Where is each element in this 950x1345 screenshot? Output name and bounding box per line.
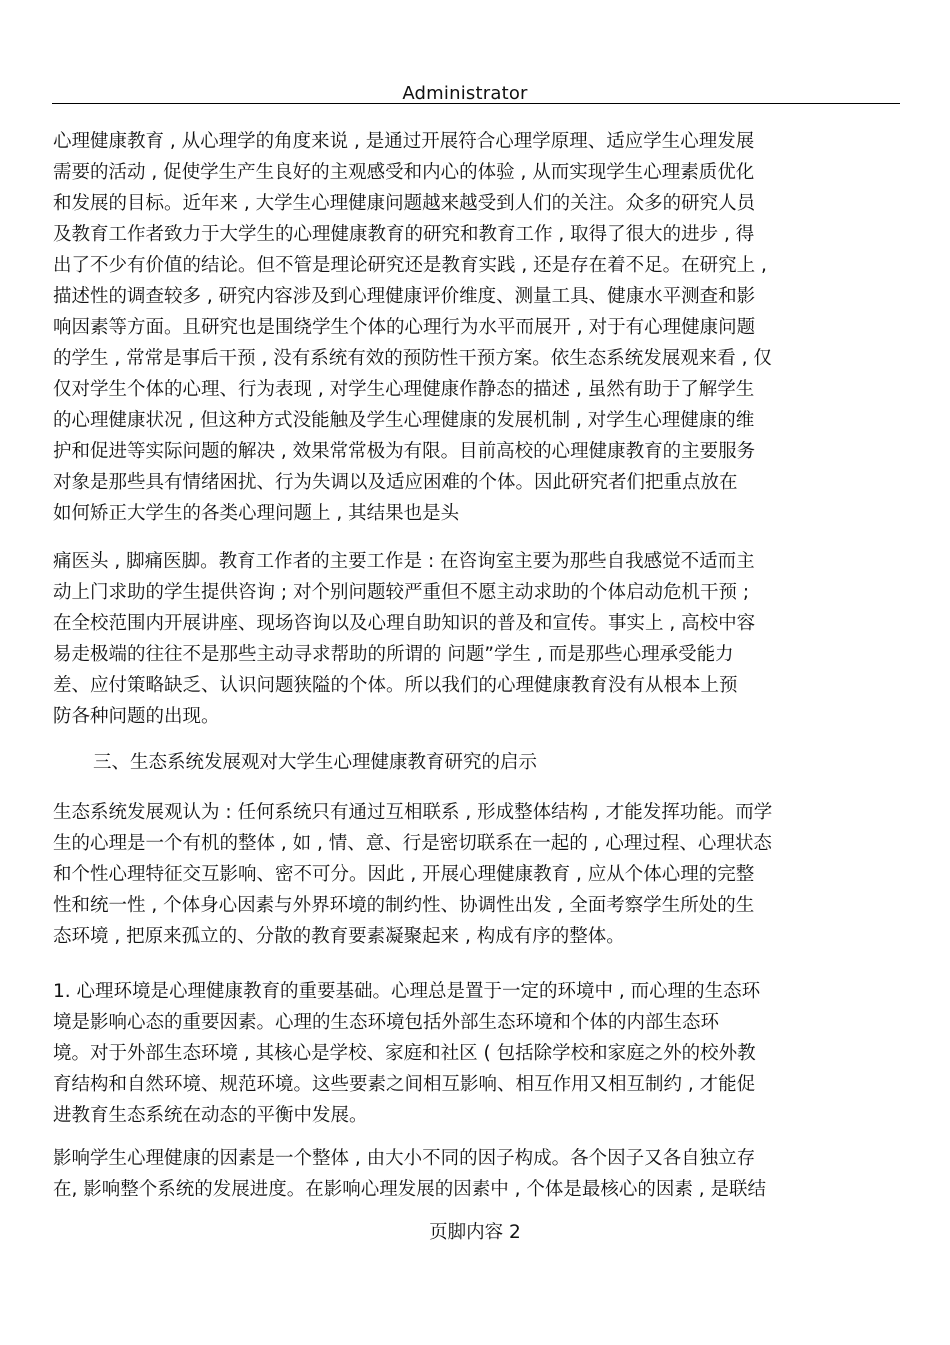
text-line: 响因素等方面。且研究也是围绕学生个体的心理行为水平而展开 , 对于有心理健康问题 (53, 317, 756, 338)
text-line: 境是影响心态的重要因素。心理的生态环境包括外部生态环境和个体的内部生态环 (53, 1012, 720, 1033)
text-line: 的心理健康状况 , 但这种方式没能触及学生心理健康的发展机制 , 对学生心理健康的维 (53, 410, 755, 431)
text-line: 的学生 , 常常是事后干预 , 没有系统有效的预防性干预方案。依生态系统发展观来看 , 仅 (53, 348, 772, 369)
text-line: 影响学生心理健康的因素是一个整体 , 由大小不同的因子构成。各个因子又各自独立存 (53, 1148, 756, 1169)
text-line: 及教育工作者致力于大学生的心理健康教育的研究和教育工作 , 取得了很大的进步 , 得 (53, 224, 755, 245)
text-line: 护和促进等实际问题的解决 , 效果常常极为有限。目前高校的心理健康教育的主要服务 (53, 441, 756, 462)
text-line: 易走极端的往往不是那些主动寻求帮助的所谓的 问题”学生 , 而是那些心理承受能力 (53, 644, 734, 665)
text-line: 态环境 , 把原来孤立的、分散的教育要素凝聚起来 , 构成有序的整体。 (53, 926, 625, 947)
paragraph-1 (53, 126, 903, 529)
paragraph-3 (53, 797, 903, 952)
text-line: 如何矫正大学生的各类心理问题上 , 其结果也是头 (53, 503, 460, 524)
text-line: 育结构和自然环境、规范环境。这些要素之间相互影响、相互作用又相互制约 , 才能促 (53, 1074, 756, 1095)
page-footer: 页脚内容 2 (429, 1222, 521, 1243)
text-line: 在, 影响整个系统的发展进度。在影响心理发展的因素中 , 个体是最核心的因素 , 是联结 (53, 1179, 767, 1200)
text-line: 痛医头 , 脚痛医脚。教育工作者的主要工作是 : 在咨询室主要为那些自我感觉不适而主 (53, 551, 755, 572)
section-heading (53, 747, 903, 778)
text-line: 性和统一性 , 个体身心因素与外界环境的制约性、协调性出发 , 全面考察学生所处的生 (53, 895, 755, 916)
text-line: 防各种问题的出现。 (53, 706, 220, 727)
text-line: 进教育生态系统在动态的平衡中发展。 (53, 1105, 368, 1126)
text-line: 境。对于外部生态环境 , 其核心是学校、家庭和社区 ( 包括除学校和家庭之外的校外教 (53, 1043, 756, 1064)
text-line: 对象是那些具有情绪困扰、行为失调以及适应困难的个体。因此研究者们把重点放在 (53, 472, 738, 493)
paragraph-4 (53, 976, 903, 1131)
text-line: 和发展的目标。近年来 , 大学生心理健康问题越来越受到人们的关注。众多的研究人员 (53, 193, 756, 214)
text-line: 出了不少有价值的结论。但不管是理论研究还是教育实践 , 还是存在着不足。在研究上 , (53, 255, 767, 276)
text-line: 仅对学生个体的心理、行为表现 , 对学生心理健康作静态的描述 , 虽然有助于了解学生 (53, 379, 755, 400)
paragraph-2 (53, 546, 903, 732)
text-line: 生的心理是一个有机的整体 , 如 , 情、意、行是密切联系在一起的 , 心理过程、心理状态 (53, 833, 772, 854)
text-line: 需要的活动 , 促使学生产生良好的主观感受和内心的体验 , 从而实现学生心理素质优化 (53, 162, 755, 183)
text-line: 生态系统发展观认为 : 任何系统只有通过互相联系 , 形成整体结构 , 才能发挥功能。而学 (53, 802, 773, 823)
text-line: 在全校范围内开展讲座、现场咨询以及心理自助知识的普及和宣传。事实上 , 高校中容 (53, 613, 756, 634)
text-line: 描述性的调查较多 , 研究内容涉及到心理健康评价维度、测量工具、健康水平测查和影 (53, 286, 756, 307)
section-heading-text: 三、生态系统发展观对大学生心理健康教育研究的启示 (93, 752, 538, 773)
text-line: 1. 心理环境是心理健康教育的重要基础。心理总是置于一定的环境中 , 而心理的生态环 (53, 981, 761, 1002)
page-header-author: Administrator (402, 83, 528, 104)
text-line: 和个性心理特征交互影响、密不可分。因此 , 开展心理健康教育 , 应从个体心理的完整 (53, 864, 755, 885)
text-line: 差、应付策略缺乏、认识问题狭隘的个体。所以我们的心理健康教育没有从根本上预 (53, 675, 738, 696)
text-line: 动上门求助的学生提供咨询 ; 对个别问题较严重但不愿主动求助的个体启动危机干预 ; (53, 582, 750, 603)
text-line: 心理健康教育 , 从心理学的角度来说 , 是通过开展符合心理学原理、适应学生心理发展 (53, 131, 755, 152)
paragraph-5 (53, 1143, 903, 1205)
header-divider (52, 103, 900, 104)
